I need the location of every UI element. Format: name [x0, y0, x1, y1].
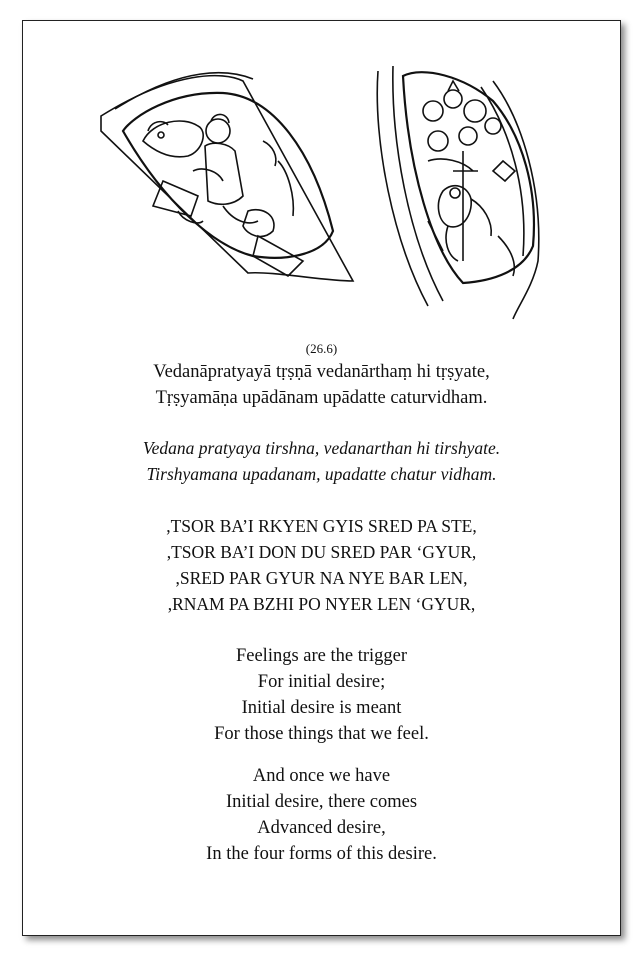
verse-number: (26.6) — [305, 341, 338, 356]
right-illustration-panel — [377, 66, 539, 319]
english-line: Advanced desire, — [257, 818, 386, 838]
transliteration-line: Tirshyamana upadanam, upadatte chatur vidham. — [146, 464, 497, 484]
english-line: For those things that we feel. — [214, 724, 429, 744]
english-line: For initial desire; — [257, 672, 386, 692]
tibetan-line: ,SRED PAR GYUR NA NYE BAR LEN, — [175, 568, 468, 588]
english-line: Initial desire, there comes — [225, 792, 418, 812]
transliteration-line: Vedana pratyaya tirshna, vedanarthan hi tirshyate. — [142, 438, 501, 458]
english-line: Initial desire is meant — [241, 698, 402, 718]
transliteration-stanza — [23, 435, 620, 487]
english-stanza-2 — [23, 763, 620, 867]
sanskrit-line: Vedanāpratyayā tṛṣṇā vedanārthaṃ hi tṛṣyate, — [153, 362, 490, 382]
tibetan-stanza — [23, 513, 620, 617]
tibetan-line: ,RNAM PA BZHI PO NYER LEN ‘GYUR, — [167, 594, 476, 614]
english-line: And once we have — [252, 766, 391, 786]
sanskrit-stanza — [23, 359, 620, 411]
illustration-panels — [23, 21, 620, 321]
page — [22, 20, 621, 936]
tibetan-line: ,TSOR BA’I RKYEN GYIS SRED PA STE, — [166, 516, 477, 536]
english-line: Feelings are the trigger — [235, 646, 408, 666]
english-line: In the four forms of this desire. — [206, 844, 437, 864]
left-illustration-panel — [101, 73, 353, 281]
english-stanza-1 — [23, 643, 620, 747]
sanskrit-line: Tṛṣyamāṇa upādānam upādatte caturvidham. — [155, 388, 488, 408]
tibetan-line: ,TSOR BA’I DON DU SRED PAR ‘GYUR, — [166, 542, 477, 562]
